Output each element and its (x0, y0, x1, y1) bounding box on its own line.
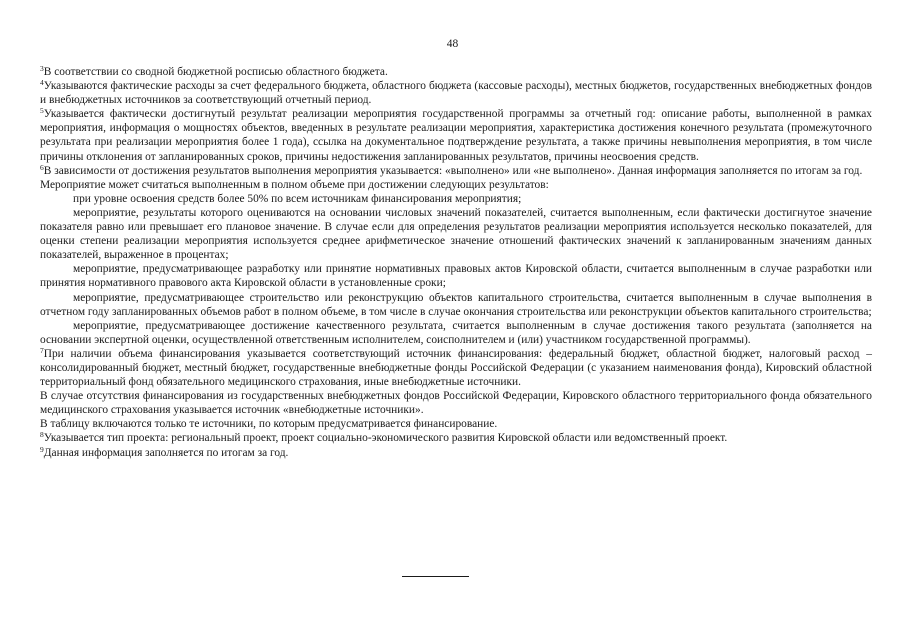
footnote-mark: 4 (40, 78, 44, 88)
footnote-3 (40, 65, 872, 79)
footnote-text: Указываются фактические расходы за счет федерального бюджета, областного бюджета (кассовые расходы), местных бюджетов, государственных внебюджетных фондов и внебюджетных источников за соответствующий отчетный период. (40, 80, 872, 107)
footnote-mark: 7 (40, 345, 44, 355)
criteria-item: мероприятие, предусматривающее достижение качественного результата, считается выполненным в случае достижения такого результата (заполняется на основании экспертной оценки, осуществленной ответственным исполнителем, соисполнителем и (или) участником государственной программы). (40, 319, 872, 346)
footnotes-section (40, 65, 872, 460)
footnote-mark: 8 (40, 430, 44, 440)
footnote-text: При наличии объема финансирования указывается соответствующий источник финансирования: федеральный бюджет, областной бюджет, налоговый расход – консолидированный бюджет, местный бюджет, государственные внебюджетные фонды Российской Федерации (с указанием наименования фонда), Кировский областной территориальный фонд обязательного медицинского страхования, иные внебюджетные источники. (40, 347, 872, 389)
footnote-text: В соответствии со сводной бюджетной росписью областного бюджета. (43, 66, 388, 78)
footnote-7 (40, 347, 872, 389)
footnote-text: В зависимости от достижения результатов выполнения мероприятия указывается: «выполнено» или «не выполнено». Данная информация заполняется по итогам за год. (43, 164, 863, 177)
criteria-item: мероприятие, предусматривающее строительство или реконструкцию объектов капитального строительства, считается выполненным в случае выполнения в отчетном году запланированных объемов работ в полном объеме, в том числе в случае окончания строительства или реконструкции объектов капитального строительства; (40, 291, 872, 318)
footnote-mark: 9 (40, 444, 44, 454)
footnote-text: Указывается тип проекта: региональный проект, проект социально-экономического развития Кировской области или ведомственный проект. (43, 432, 728, 445)
footnote-4 (40, 79, 872, 107)
criteria-item: мероприятие, результаты которого оцениваются на основании числовых значений показателей, считается выполненным, если фактически достигнутое значение показателя равно или превышает его плановое значение. В случае если для определения результатов реализации мероприятия используется несколько показателей, для оценки степени реализации мероприятия используется среднее арифметическое значение отношений фактических значений к запланированным значениям данных показателей, выраженное в процентах; (40, 206, 872, 262)
criteria-intro: Мероприятие может считаться выполненным в полном объеме при достижении следующих результатов: (40, 178, 549, 191)
footnote-text: Данная информация заполняется по итогам за год. (43, 446, 289, 459)
criteria-item: мероприятие, предусматривающее разработку или принятие нормативных правовых актов Кировской области, считается выполненным в случае разработки или принятия нормативного правового акта Кировской области в установленные сроки; (40, 263, 872, 290)
footnote-6 (40, 164, 872, 178)
criteria-item: при уровне освоения средств более 50% по всем источникам финансирования мероприятия; (73, 192, 522, 205)
footnote-text: Указывается фактически достигнутый результат реализации мероприятия государственной программы за отчетный год: описание работы, выполненной в рамках мероприятия, информация о мощностях объектов, введенных в результате реализации мероприятия, характеристика достижения конечного результата (промежуточного результата при реализации мероприятия более 1 года), ссылка на документальное подтверждение результата, а также причины невыполнения мероприятия, в том числе причины отклонения от запланированных сроков, причины недостижения запланированных результатов, причины неосвоения средств. (40, 108, 872, 163)
footnote-mark: 6 (40, 162, 44, 172)
footnote-7-note: В таблицу включаются только те источники, по которым предусматривается финансирование. (40, 418, 498, 431)
footnote-mark: 3 (40, 64, 44, 73)
page-number: 48 (446, 38, 459, 50)
footnote-7-note: В случае отсутствия финансирования из государственных внебюджетных фондов Российской Федерации, Кировского областного территориального фонда обязательного медицинского страхования указывается источник «внебюджетные источники». (40, 390, 872, 417)
footnote-9 (40, 446, 872, 460)
footnote-mark: 5 (40, 106, 44, 116)
footnote-8 (40, 431, 872, 445)
footnote-5 (40, 107, 872, 163)
end-rule (402, 576, 469, 577)
